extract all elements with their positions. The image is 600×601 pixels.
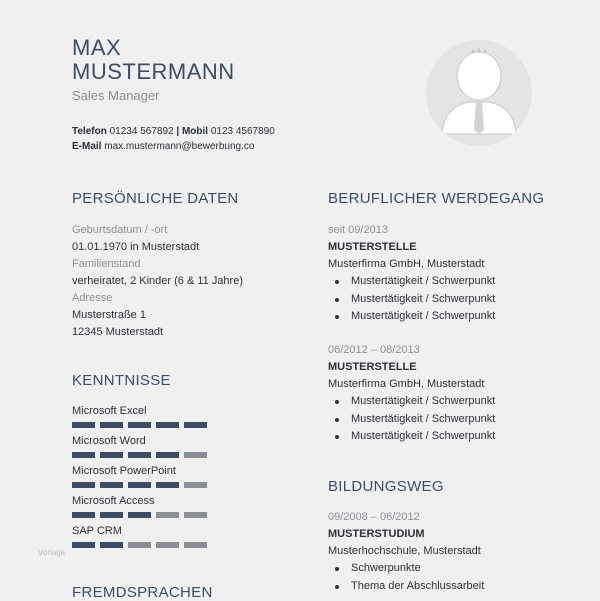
watermark-text: Vorlage	[38, 548, 66, 557]
skill-item	[72, 464, 207, 494]
skill-segment-filled	[128, 422, 151, 428]
career-job-2	[328, 342, 568, 446]
skill-segment-filled	[72, 422, 95, 428]
list-item: Mustertätigkeit / Schwerpunkt	[351, 291, 568, 309]
skill-segment-filled	[156, 422, 179, 428]
address-line-1: Musterstraße 1	[72, 309, 146, 321]
list-item: Mustertätigkeit / Schwerpunkt	[351, 273, 568, 291]
family-label: Familienstand	[72, 258, 141, 270]
list-item: Mustertätigkeit / Schwerpunkt	[351, 411, 568, 429]
skill-item	[72, 404, 207, 434]
skill-segment-filled	[72, 482, 95, 488]
skill-segment-filled	[100, 512, 123, 518]
skill-segment-filled	[72, 452, 95, 458]
section-education-heading: BILDUNGSWEG	[328, 478, 444, 495]
address-line-2: 12345 Musterstadt	[72, 326, 164, 338]
list-item: Mustertätigkeit / Schwerpunkt	[351, 428, 568, 446]
skill-name: Microsoft PowerPoint	[72, 465, 176, 477]
skill-segment-empty	[184, 482, 207, 488]
skill-segment-empty	[184, 512, 207, 518]
job-title: Sales Manager	[72, 88, 160, 103]
skill-name: Microsoft Excel	[72, 405, 147, 417]
phone-value: 01234 567892	[109, 126, 174, 137]
skill-level-bar	[72, 422, 207, 428]
job-company: Musterfirma GmbH, Musterstadt	[328, 378, 485, 390]
skill-segment-filled	[100, 422, 123, 428]
skill-segment-filled	[156, 452, 179, 458]
email-value[interactable]: max.mustermann@bewerbung.co	[104, 141, 255, 152]
skill-segment-filled	[100, 482, 123, 488]
job-date: 06/2012 – 08/2013	[328, 344, 420, 356]
job-tasks	[328, 273, 568, 326]
skill-segment-filled	[72, 542, 95, 548]
skill-segment-empty	[156, 542, 179, 548]
mobile-label: Mobil	[181, 126, 209, 137]
last-name: MUSTERMANN	[72, 59, 235, 84]
list-item: Thema der Abschlussarbeit	[351, 578, 568, 596]
skill-level-bar	[72, 512, 207, 518]
career-job-1	[328, 222, 568, 326]
contact-email-line	[72, 139, 275, 154]
avatar	[426, 40, 532, 146]
education-item-1	[328, 509, 568, 595]
skill-segment-empty	[184, 452, 207, 458]
list-item: Schwerpunkte	[351, 560, 568, 578]
job-position: MUSTERSTELLE	[328, 241, 417, 253]
skill-segment-filled	[128, 482, 151, 488]
skill-segment-filled	[100, 542, 123, 548]
skill-segment-empty	[128, 542, 151, 548]
skill-item	[72, 434, 207, 464]
skill-name: Microsoft Word	[72, 435, 146, 447]
family-value: verheiratet, 2 Kinder (6 & 11 Jahre)	[72, 275, 243, 287]
job-position: MUSTERSTELLE	[328, 361, 417, 373]
birth-label: Geburtsdatum / -ort	[72, 224, 168, 236]
skill-name: SAP CRM	[72, 525, 122, 537]
education-school: Musterhochschule, Musterstadt	[328, 545, 481, 557]
section-career-heading: BERUFLICHER WERDEGANG	[328, 190, 545, 207]
job-company: Musterfirma GmbH, Musterstadt	[328, 258, 485, 270]
person-silhouette-icon	[426, 40, 532, 146]
skill-segment-empty	[156, 512, 179, 518]
email-label: E-Mail	[72, 141, 102, 152]
section-skills-heading: KENNTNISSE	[72, 372, 171, 389]
skill-level-bar	[72, 542, 207, 548]
skills-list	[72, 404, 207, 554]
contact-phone-line: Telefon 01234 567892 | Mobil 0123 4567890	[72, 126, 275, 137]
skill-segment-filled	[100, 452, 123, 458]
skill-level-bar	[72, 452, 207, 458]
education-points	[328, 560, 568, 595]
skill-segment-filled	[72, 512, 95, 518]
skill-segment-filled	[128, 452, 151, 458]
education-date: 09/2008 – 06/2012	[328, 511, 420, 523]
skill-segment-filled	[184, 422, 207, 428]
birth-value: 01.01.1970 in Musterstadt	[72, 241, 200, 253]
job-tasks	[328, 393, 568, 446]
first-name: MAX	[72, 35, 122, 60]
skill-name: Microsoft Access	[72, 495, 155, 507]
job-date: seit 09/2013	[328, 224, 388, 236]
address-label: Adresse	[72, 292, 113, 304]
list-item: Mustertätigkeit / Schwerpunkt	[351, 308, 568, 326]
skill-item	[72, 494, 207, 524]
list-item: Mustertätigkeit / Schwerpunkt	[351, 393, 568, 411]
name-heading	[72, 36, 235, 84]
section-personal-heading: PERSÖNLICHE DATEN	[72, 190, 239, 207]
section-languages-heading: FREMDSPRACHEN	[72, 584, 213, 601]
skill-segment-empty	[184, 542, 207, 548]
skill-segment-filled	[128, 512, 151, 518]
skill-level-bar	[72, 482, 207, 488]
contact-block	[72, 124, 275, 154]
skill-item	[72, 524, 207, 554]
mobile-value: 0123 4567890	[210, 126, 275, 137]
education-title: MUSTERSTUDIUM	[328, 528, 425, 540]
personal-data	[72, 222, 302, 341]
skill-segment-filled	[156, 482, 179, 488]
phone-label: Telefon	[72, 126, 107, 137]
